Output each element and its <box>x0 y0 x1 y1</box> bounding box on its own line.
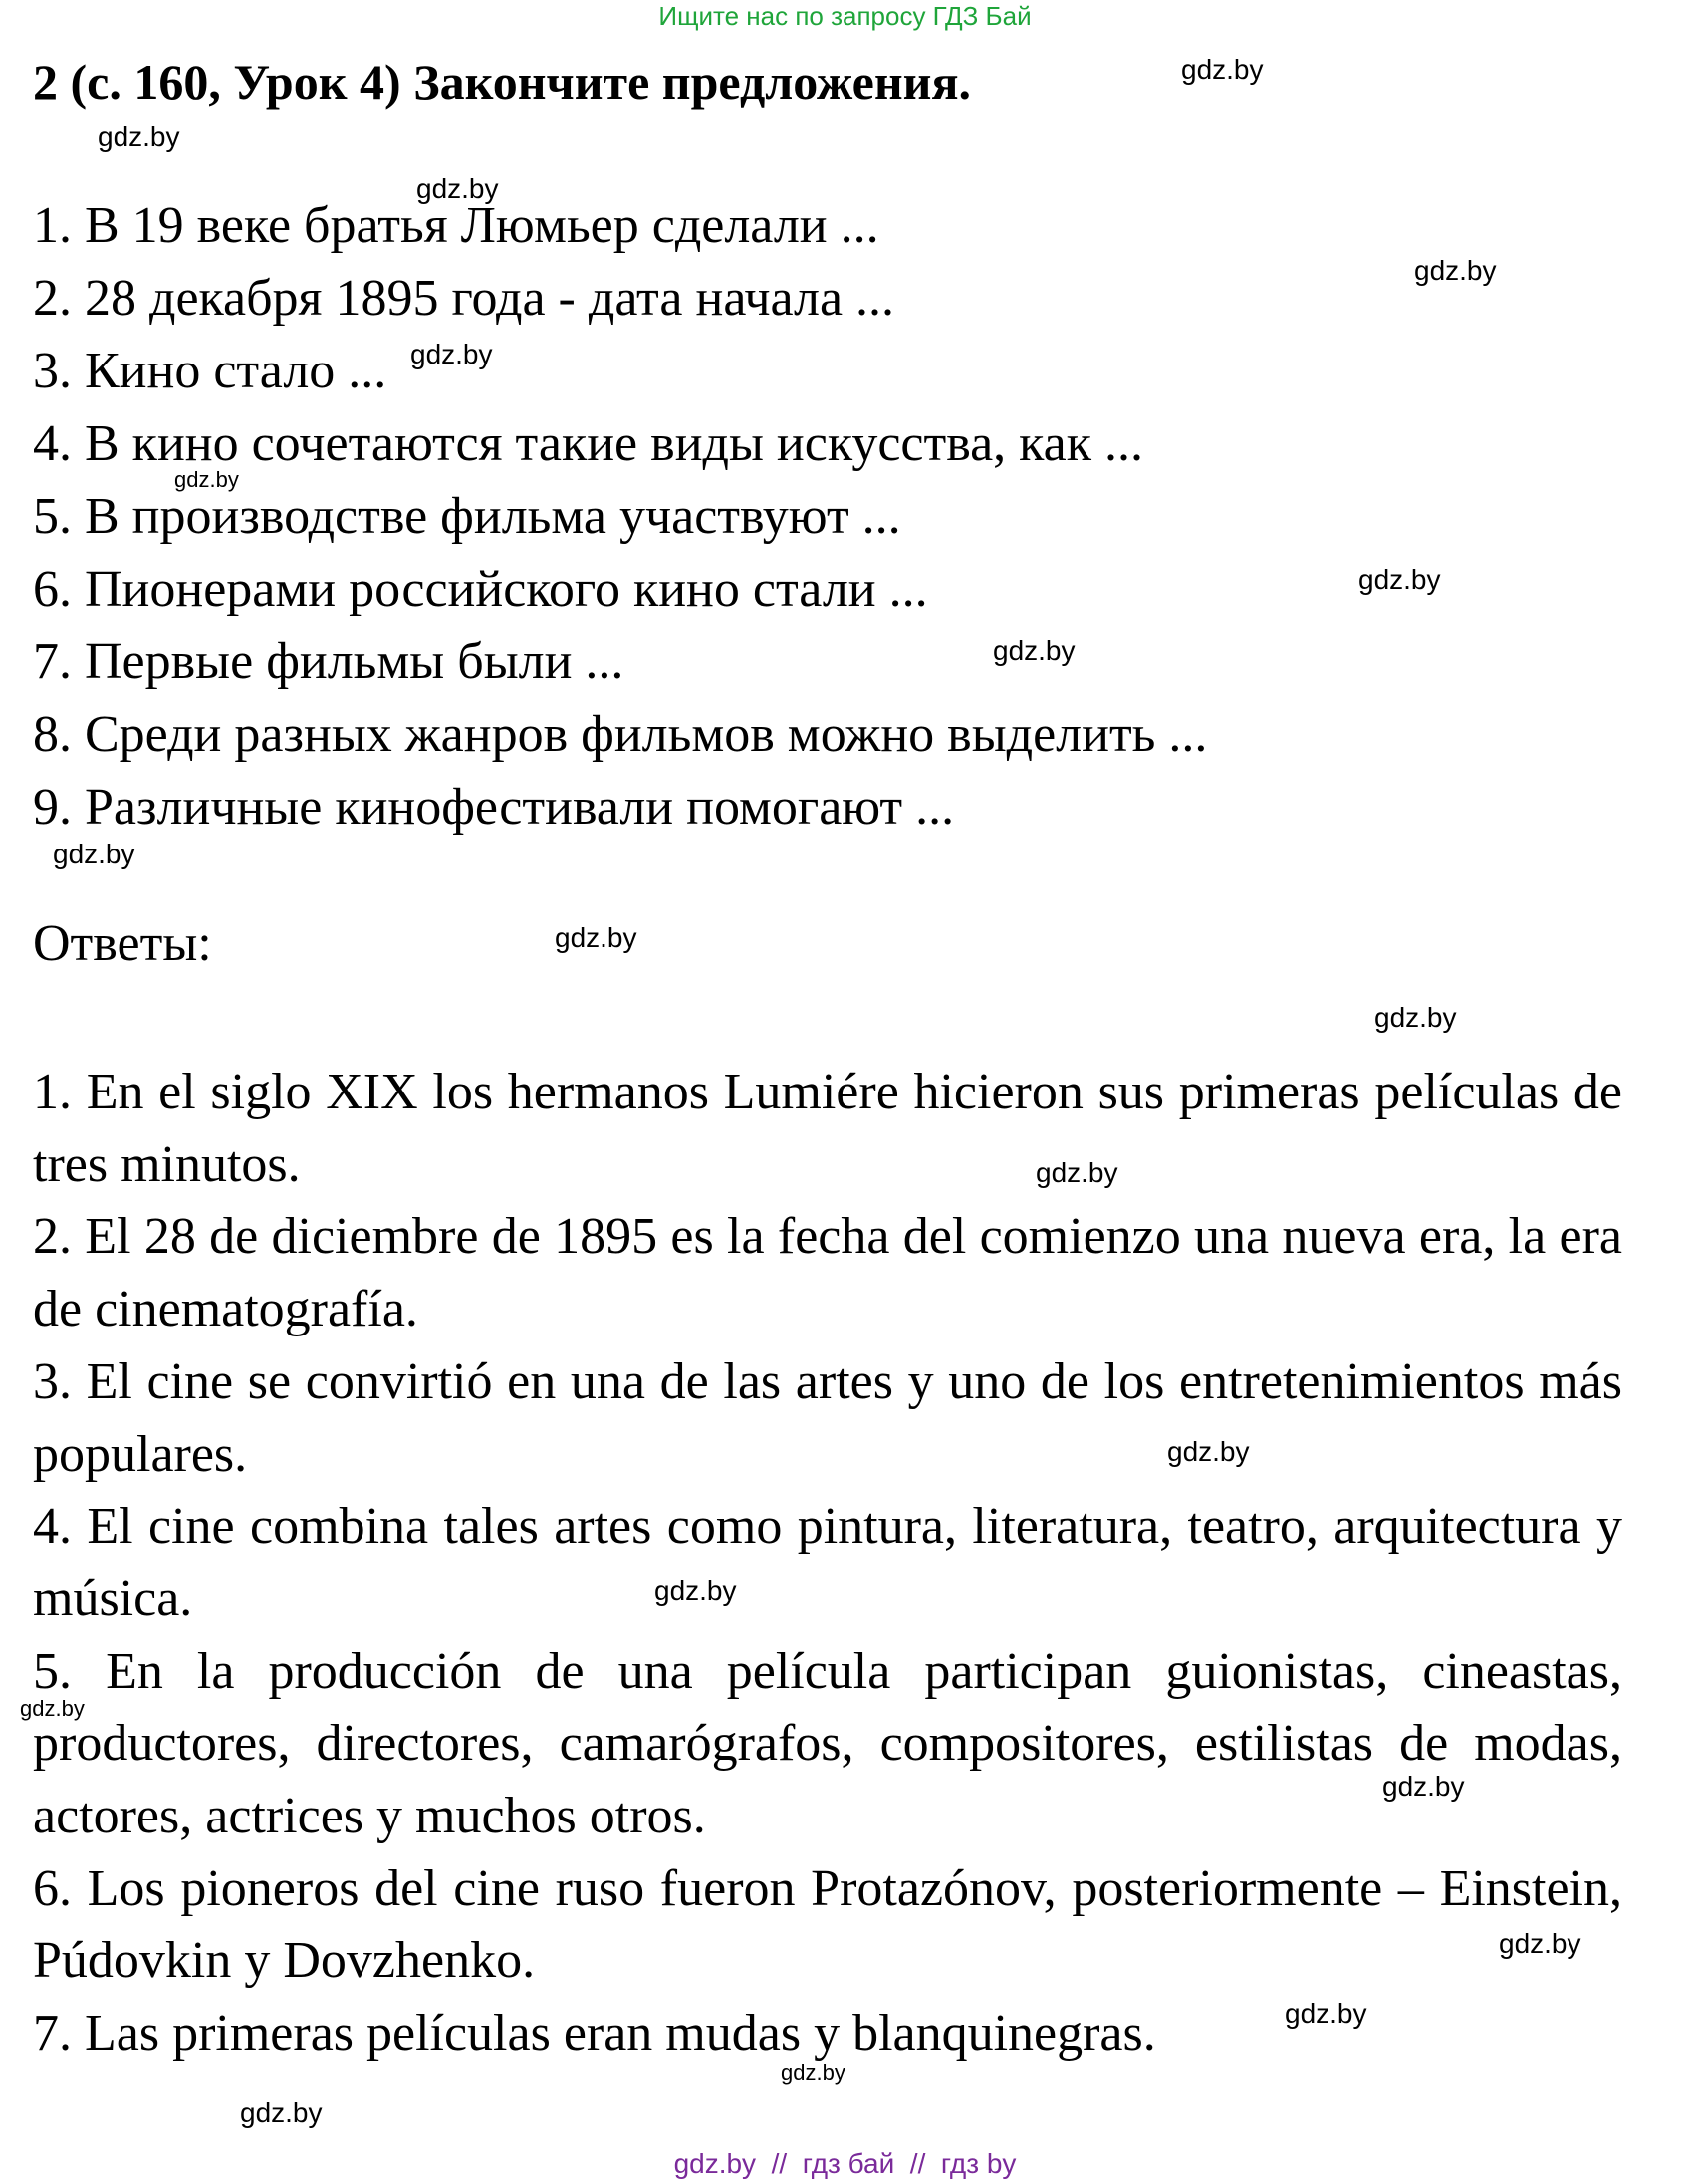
watermark: gdz.by <box>1374 1002 1457 1033</box>
answer-1: 1. En el siglo XIX los hermanos Lumiére hicieron sus primeras películas de tres minutos. <box>33 1064 1622 1193</box>
watermark: gdz.by <box>53 839 135 869</box>
question-list <box>33 189 1207 844</box>
watermark: gdz.by <box>1285 1998 1367 2029</box>
answer-7: 7. Las primeras películas eran mudas y blanquinegras. <box>33 2005 1156 2063</box>
question-1: 1. В 19 веке братья Люмьер сделали ... <box>33 197 879 254</box>
question-6: 6. Пионерами российского кино стали ... <box>33 561 928 617</box>
watermark: gdz.by <box>1499 1928 1581 1959</box>
watermark: gdz.by <box>1382 1771 1465 1802</box>
answer-5: 5. En la producción de una película participan guionistas, cineastas, productores, directores, camarógrafos, compositores, estilistas de modas, actores, actrices y muchos otros. <box>33 1642 1622 1845</box>
answer-6: 6. Los pioneros del cine ruso fueron Protazónov, posteriormente – Einstein, Púdovkin y Dovzhenko. <box>33 1859 1622 1990</box>
watermark: gdz.by <box>98 121 180 152</box>
answer-3: 3. El cine se convirtió en una de las artes y uno de los entretenimientos más populares. <box>33 1352 1622 1483</box>
exercise-title: 2 (с. 160, Урок 4) Закончите предложения. <box>33 54 972 110</box>
watermark: gdz.by <box>416 173 499 204</box>
footer-links[interactable]: gdz.by // гдз бай // гдз by <box>673 2148 1017 2179</box>
watermark: gdz.by <box>1414 255 1497 286</box>
question-2: 2. 28 декабря 1895 года - дата начала ... <box>33 270 895 327</box>
watermark: gdz.by <box>1181 54 1264 85</box>
top-banner[interactable]: Ищите нас по запросу ГДЗ Бай <box>658 1 1032 31</box>
watermark: gdz.by <box>240 2097 323 2128</box>
watermark: gdz.by <box>781 2061 845 2085</box>
answers-heading: Ответы: <box>33 915 212 972</box>
answers-list <box>33 1057 1622 2070</box>
watermark: gdz.by <box>20 1696 85 1721</box>
question-7: 7. Первые фильмы были ... <box>33 633 624 690</box>
answer-4: 4. El cine combina tales artes como pintura, literatura, teatro, arquitectura y música. <box>33 1498 1622 1627</box>
watermark: gdz.by <box>654 1576 737 1606</box>
question-5: 5. В производстве фильма участвуют ... <box>33 488 901 545</box>
question-9: 9. Различные кинофестивали помогают ... <box>33 779 955 836</box>
watermark: gdz.by <box>174 467 239 492</box>
question-3: 3. Кино стало ... <box>33 343 387 399</box>
watermark: gdz.by <box>993 635 1076 666</box>
question-8: 8. Среди разных жанров фильмов можно выделить ... <box>33 706 1208 763</box>
watermark: gdz.by <box>410 339 493 369</box>
answer-2: 2. El 28 de diciembre de 1895 es la fecha del comienzo una nueva era, la era de cinematografía. <box>33 1208 1622 1338</box>
watermark: gdz.by <box>1167 1436 1250 1467</box>
watermark: gdz.by <box>555 922 637 953</box>
watermark: gdz.by <box>1358 564 1441 595</box>
watermark: gdz.by <box>1036 1157 1118 1188</box>
question-4: 4. В кино сочетаются такие виды искусства, как ... <box>33 415 1144 472</box>
